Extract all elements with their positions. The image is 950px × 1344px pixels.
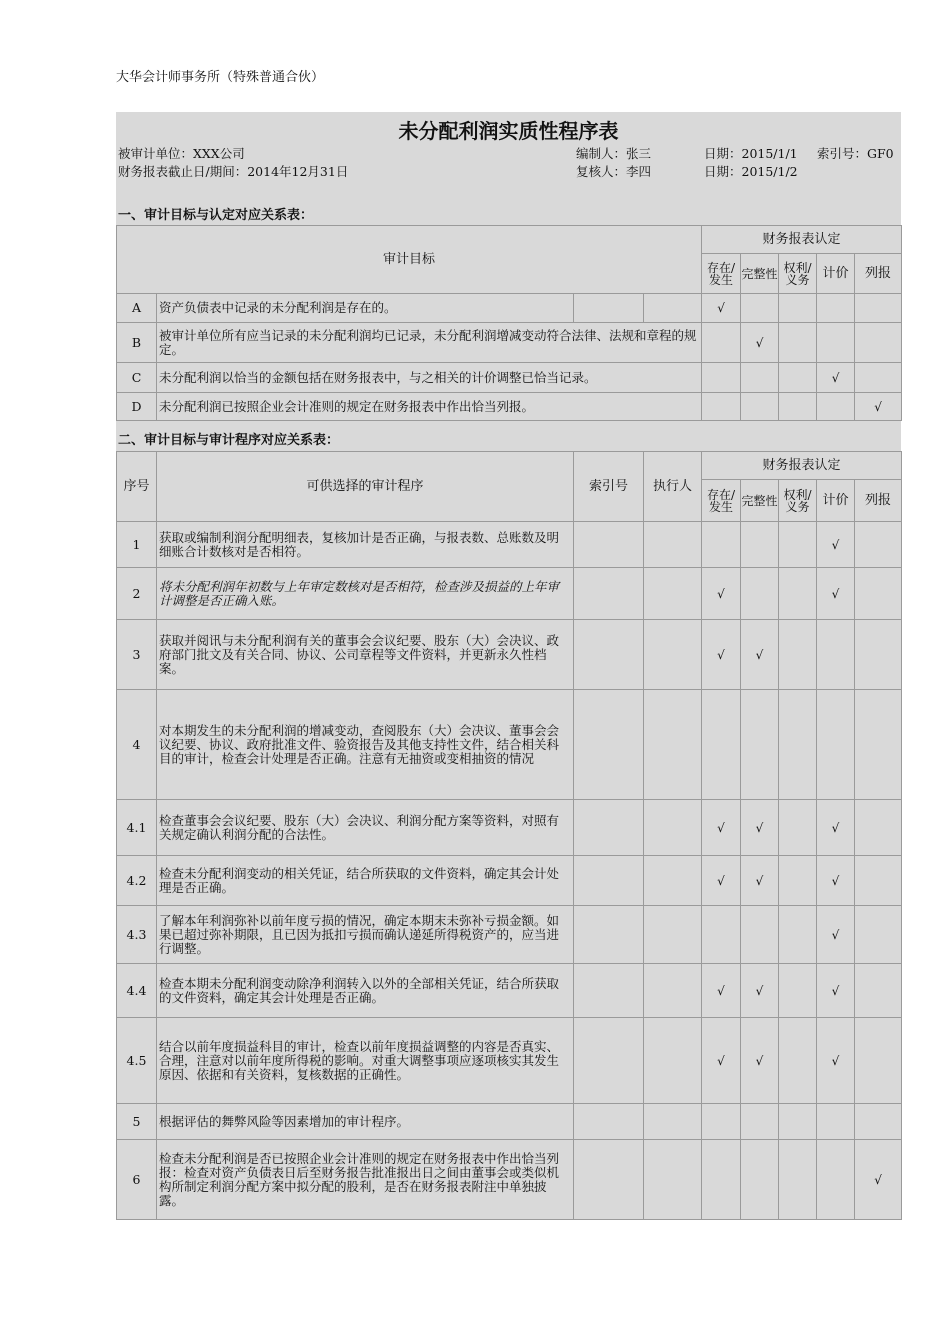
workpaper-sheet bbox=[116, 112, 901, 1220]
check-mark: √ bbox=[817, 906, 855, 964]
check-mark: √ bbox=[817, 522, 855, 568]
prep-date-label: 日期：2015/1/1 bbox=[704, 146, 798, 161]
check-mark bbox=[855, 363, 902, 393]
check-mark: √ bbox=[702, 964, 741, 1018]
index-header: 索引号 bbox=[574, 452, 644, 522]
procedure-text: 根据评估的舞弊风险等因素增加的审计程序。 bbox=[157, 1104, 574, 1140]
check-mark bbox=[779, 620, 817, 690]
index-cell bbox=[574, 964, 644, 1018]
reviewer-label: 复核人：李四 bbox=[576, 164, 652, 179]
check-mark: √ bbox=[741, 856, 779, 906]
check-mark bbox=[741, 1140, 779, 1220]
procedure-row bbox=[117, 906, 902, 964]
executor-header: 执行人 bbox=[644, 452, 702, 522]
procedure-text: 结合以前年度损益科目的审计，检查以前年度损益调整的内容是否真实、合理，注意对以前年度所得税的影响。对重大调整事项应逐项核实其发生原因、依据和有关资料，复核数据的正确性。 bbox=[157, 1018, 574, 1104]
check-mark bbox=[702, 323, 741, 363]
page-title: 未分配利润实质性程序表 bbox=[398, 119, 619, 143]
check-mark bbox=[817, 690, 855, 800]
check-mark: √ bbox=[817, 1018, 855, 1104]
check-mark: √ bbox=[702, 1018, 741, 1104]
procedure-row bbox=[117, 964, 902, 1018]
objective-code: D bbox=[117, 393, 157, 421]
index-cell bbox=[574, 522, 644, 568]
procedure-row bbox=[117, 568, 902, 620]
check-mark bbox=[779, 906, 817, 964]
assertion-header: 存在/发生 bbox=[702, 480, 741, 522]
check-mark bbox=[741, 906, 779, 964]
check-mark bbox=[855, 690, 902, 800]
procedure-no: 4.1 bbox=[117, 800, 157, 856]
procedure-text: 检查董事会会议纪要、股东（大）会决议、利润分配方案等资料，对照有关规定确认利润分配的合法性。 bbox=[157, 800, 574, 856]
assertion-header: 完整性 bbox=[741, 254, 779, 294]
section2-title: 二、审计目标与审计程序对应关系表： bbox=[118, 433, 340, 448]
check-mark: √ bbox=[855, 1140, 902, 1220]
objective-text: 资产负债表中记录的未分配利润是存在的。 bbox=[157, 294, 574, 323]
procedure-no: 2 bbox=[117, 568, 157, 620]
check-mark bbox=[817, 1140, 855, 1220]
check-mark bbox=[855, 522, 902, 568]
check-mark bbox=[855, 1104, 902, 1140]
procedure-text: 获取或编制利润分配明细表，复核加计是否正确，与报表数、总账数及明细账合计数核对是否相符。 bbox=[157, 522, 574, 568]
index-cell bbox=[574, 1018, 644, 1104]
executor-cell bbox=[644, 1104, 702, 1140]
objective-header: 审计目标 bbox=[117, 226, 702, 294]
procedure-row bbox=[117, 856, 902, 906]
procedures-table bbox=[116, 451, 902, 1220]
check-mark bbox=[702, 690, 741, 800]
index-cell bbox=[574, 1104, 644, 1140]
procedure-text: 了解本年利润弥补以前年度亏损的情况，确定本期末未弥补亏损金额。如果已超过弥补期限，且已因为抵扣亏损而确认递延所得税资产的，应当进行调整。 bbox=[157, 906, 574, 964]
executor-cell bbox=[644, 964, 702, 1018]
section2-header bbox=[116, 421, 901, 451]
check-mark bbox=[817, 1104, 855, 1140]
check-mark bbox=[855, 1018, 902, 1104]
procedure-no: 3 bbox=[117, 620, 157, 690]
index-number-label: 索引号：GF0 bbox=[817, 146, 894, 161]
check-mark bbox=[855, 620, 902, 690]
check-mark bbox=[779, 1104, 817, 1140]
assertion-header: 权利/义务 bbox=[779, 254, 817, 294]
assertion-header: 列报 bbox=[855, 480, 902, 522]
check-mark bbox=[779, 1018, 817, 1104]
check-mark: √ bbox=[702, 856, 741, 906]
procedure-text: 检查未分配利润是否已按照企业会计准则的规定在财务报表中作出恰当列报：检查对资产负债表日后至财务报告批准报出日之间由董事会或类似机构所制定利润分配方案中拟分配的股利，是否在财务报表附注中单独披露。 bbox=[157, 1140, 574, 1220]
review-date-label: 日期：2015/1/2 bbox=[704, 164, 798, 179]
check-mark bbox=[779, 800, 817, 856]
check-mark bbox=[855, 323, 902, 363]
check-mark bbox=[702, 522, 741, 568]
executor-cell bbox=[644, 1018, 702, 1104]
check-mark: √ bbox=[817, 568, 855, 620]
check-mark bbox=[855, 800, 902, 856]
check-mark bbox=[855, 568, 902, 620]
check-mark bbox=[741, 522, 779, 568]
index-cell bbox=[574, 906, 644, 964]
check-mark: √ bbox=[741, 620, 779, 690]
check-mark bbox=[779, 393, 817, 421]
index-cell bbox=[574, 690, 644, 800]
objective-text: 未分配利润以恰当的金额包括在财务报表中，与之相关的计价调整已恰当记录。 bbox=[157, 363, 702, 393]
procedure-row bbox=[117, 690, 902, 800]
procedure-no: 4 bbox=[117, 690, 157, 800]
no-header: 序号 bbox=[117, 452, 157, 522]
objective-code: C bbox=[117, 363, 157, 393]
procedure-row bbox=[117, 620, 902, 690]
objectives-table bbox=[116, 225, 902, 421]
check-mark: √ bbox=[817, 800, 855, 856]
procedure-rows bbox=[117, 522, 902, 1220]
check-mark: √ bbox=[817, 964, 855, 1018]
check-mark bbox=[779, 568, 817, 620]
executor-cell bbox=[644, 856, 702, 906]
procedure-row bbox=[117, 800, 902, 856]
check-mark bbox=[817, 393, 855, 421]
index-cell bbox=[574, 800, 644, 856]
check-mark: √ bbox=[702, 568, 741, 620]
assertion-header: 计价 bbox=[817, 480, 855, 522]
objective-row bbox=[117, 363, 902, 393]
executor-cell bbox=[644, 800, 702, 856]
preparer-label: 编制人：张三 bbox=[576, 146, 652, 161]
check-mark: √ bbox=[741, 323, 779, 363]
objective-code: A bbox=[117, 294, 157, 323]
check-mark bbox=[741, 393, 779, 421]
procedure-no: 4.4 bbox=[117, 964, 157, 1018]
check-mark bbox=[741, 294, 779, 323]
assertion-header: 权利/义务 bbox=[779, 480, 817, 522]
procedure-text: 获取并阅讯与未分配利润有关的董事会会议纪要、股东（大）会决议、政府部门批文及有关合同、协议、公司章程等文件资料，并更新永久性档案。 bbox=[157, 620, 574, 690]
executor-cell bbox=[644, 620, 702, 690]
check-mark bbox=[702, 1140, 741, 1220]
check-mark bbox=[779, 522, 817, 568]
executor-cell bbox=[644, 522, 702, 568]
check-mark bbox=[702, 363, 741, 393]
procedure-header: 可供选择的审计程序 bbox=[157, 452, 574, 522]
index-cell bbox=[574, 568, 644, 620]
objective-code: B bbox=[117, 323, 157, 363]
procedure-row bbox=[117, 1140, 902, 1220]
check-mark: √ bbox=[855, 393, 902, 421]
index-cell bbox=[574, 1140, 644, 1220]
check-mark bbox=[702, 906, 741, 964]
check-mark bbox=[855, 856, 902, 906]
procedure-text: 对本期发生的未分配利润的增减变动，查阅股东（大）会决议、董事会会议纪要、协议、政府批准文件、验资报告及其他支持性文件，结合相关科目的审计，检查会计处理是否正确。注意有无抽资或变相抽资的情况 bbox=[157, 690, 574, 800]
period-label: 财务报表截止日/期间：2014年12月31日 bbox=[118, 164, 349, 179]
check-mark: √ bbox=[741, 800, 779, 856]
procedure-row bbox=[117, 522, 902, 568]
objective-text: 被审计单位所有应当记录的未分配利润均已记录，未分配利润增减变动符合法律、法规和章程的规定。 bbox=[157, 323, 702, 363]
check-mark: √ bbox=[702, 294, 741, 323]
index-cell bbox=[574, 856, 644, 906]
check-mark bbox=[702, 1104, 741, 1140]
procedure-no: 4.5 bbox=[117, 1018, 157, 1104]
executor-cell bbox=[644, 690, 702, 800]
check-mark: √ bbox=[817, 856, 855, 906]
assertion-header: 存在/发生 bbox=[702, 254, 741, 294]
assertion-group-header: 财务报表认定 bbox=[702, 452, 902, 480]
objective-text: 未分配利润已按照企业会计准则的规定在财务报表中作出恰当列报。 bbox=[157, 393, 702, 421]
check-mark: √ bbox=[741, 964, 779, 1018]
assertion-header: 计价 bbox=[817, 254, 855, 294]
check-mark bbox=[779, 964, 817, 1018]
check-mark bbox=[741, 1104, 779, 1140]
executor-cell bbox=[644, 568, 702, 620]
check-mark bbox=[779, 856, 817, 906]
objective-row bbox=[117, 294, 902, 323]
check-mark: √ bbox=[702, 620, 741, 690]
executor-cell bbox=[644, 906, 702, 964]
procedure-no: 4.2 bbox=[117, 856, 157, 906]
check-mark: √ bbox=[702, 800, 741, 856]
check-mark bbox=[702, 393, 741, 421]
assertion-header: 完整性 bbox=[741, 480, 779, 522]
check-mark: √ bbox=[741, 1018, 779, 1104]
procedure-no: 4.3 bbox=[117, 906, 157, 964]
procedure-row bbox=[117, 1104, 902, 1140]
check-mark bbox=[741, 363, 779, 393]
check-mark: √ bbox=[817, 363, 855, 393]
check-mark bbox=[779, 363, 817, 393]
check-mark bbox=[779, 294, 817, 323]
auditee-label: 被审计单位：XXX公司 bbox=[118, 146, 245, 161]
assertion-group-header: 财务报表认定 bbox=[702, 226, 902, 254]
assertion-header: 列报 bbox=[855, 254, 902, 294]
check-mark bbox=[855, 906, 902, 964]
check-mark bbox=[779, 323, 817, 363]
check-mark bbox=[779, 690, 817, 800]
check-mark bbox=[779, 1140, 817, 1220]
check-mark bbox=[855, 294, 902, 323]
objective-row bbox=[117, 323, 902, 363]
check-mark bbox=[817, 323, 855, 363]
check-mark bbox=[741, 690, 779, 800]
procedure-text: 检查未分配利润变动的相关凭证，结合所获取的文件资料，确定其会计处理是否正确。 bbox=[157, 856, 574, 906]
objective-row bbox=[117, 393, 902, 421]
check-mark bbox=[855, 964, 902, 1018]
firm-name: 大华会计师事务所（特殊普通合伙） bbox=[116, 70, 325, 85]
check-mark bbox=[741, 568, 779, 620]
check-mark bbox=[817, 294, 855, 323]
procedure-no: 6 bbox=[117, 1140, 157, 1220]
procedure-row bbox=[117, 1018, 902, 1104]
section1-title: 一、审计目标与认定对应关系表： bbox=[118, 208, 314, 223]
procedure-text: 检查本期未分配利润变动除净利润转入以外的全部相关凭证，结合所获取的文件资料，确定其会计处理是否正确。 bbox=[157, 964, 574, 1018]
procedure-no: 5 bbox=[117, 1104, 157, 1140]
executor-cell bbox=[644, 1140, 702, 1220]
procedure-no: 1 bbox=[117, 522, 157, 568]
procedure-text: 将未分配利润年初数与上年审定数核对是否相符，检查涉及损益的上年审计调整是否正确入账。 bbox=[157, 568, 574, 620]
check-mark bbox=[817, 620, 855, 690]
index-cell bbox=[574, 620, 644, 690]
header-block bbox=[116, 112, 901, 225]
